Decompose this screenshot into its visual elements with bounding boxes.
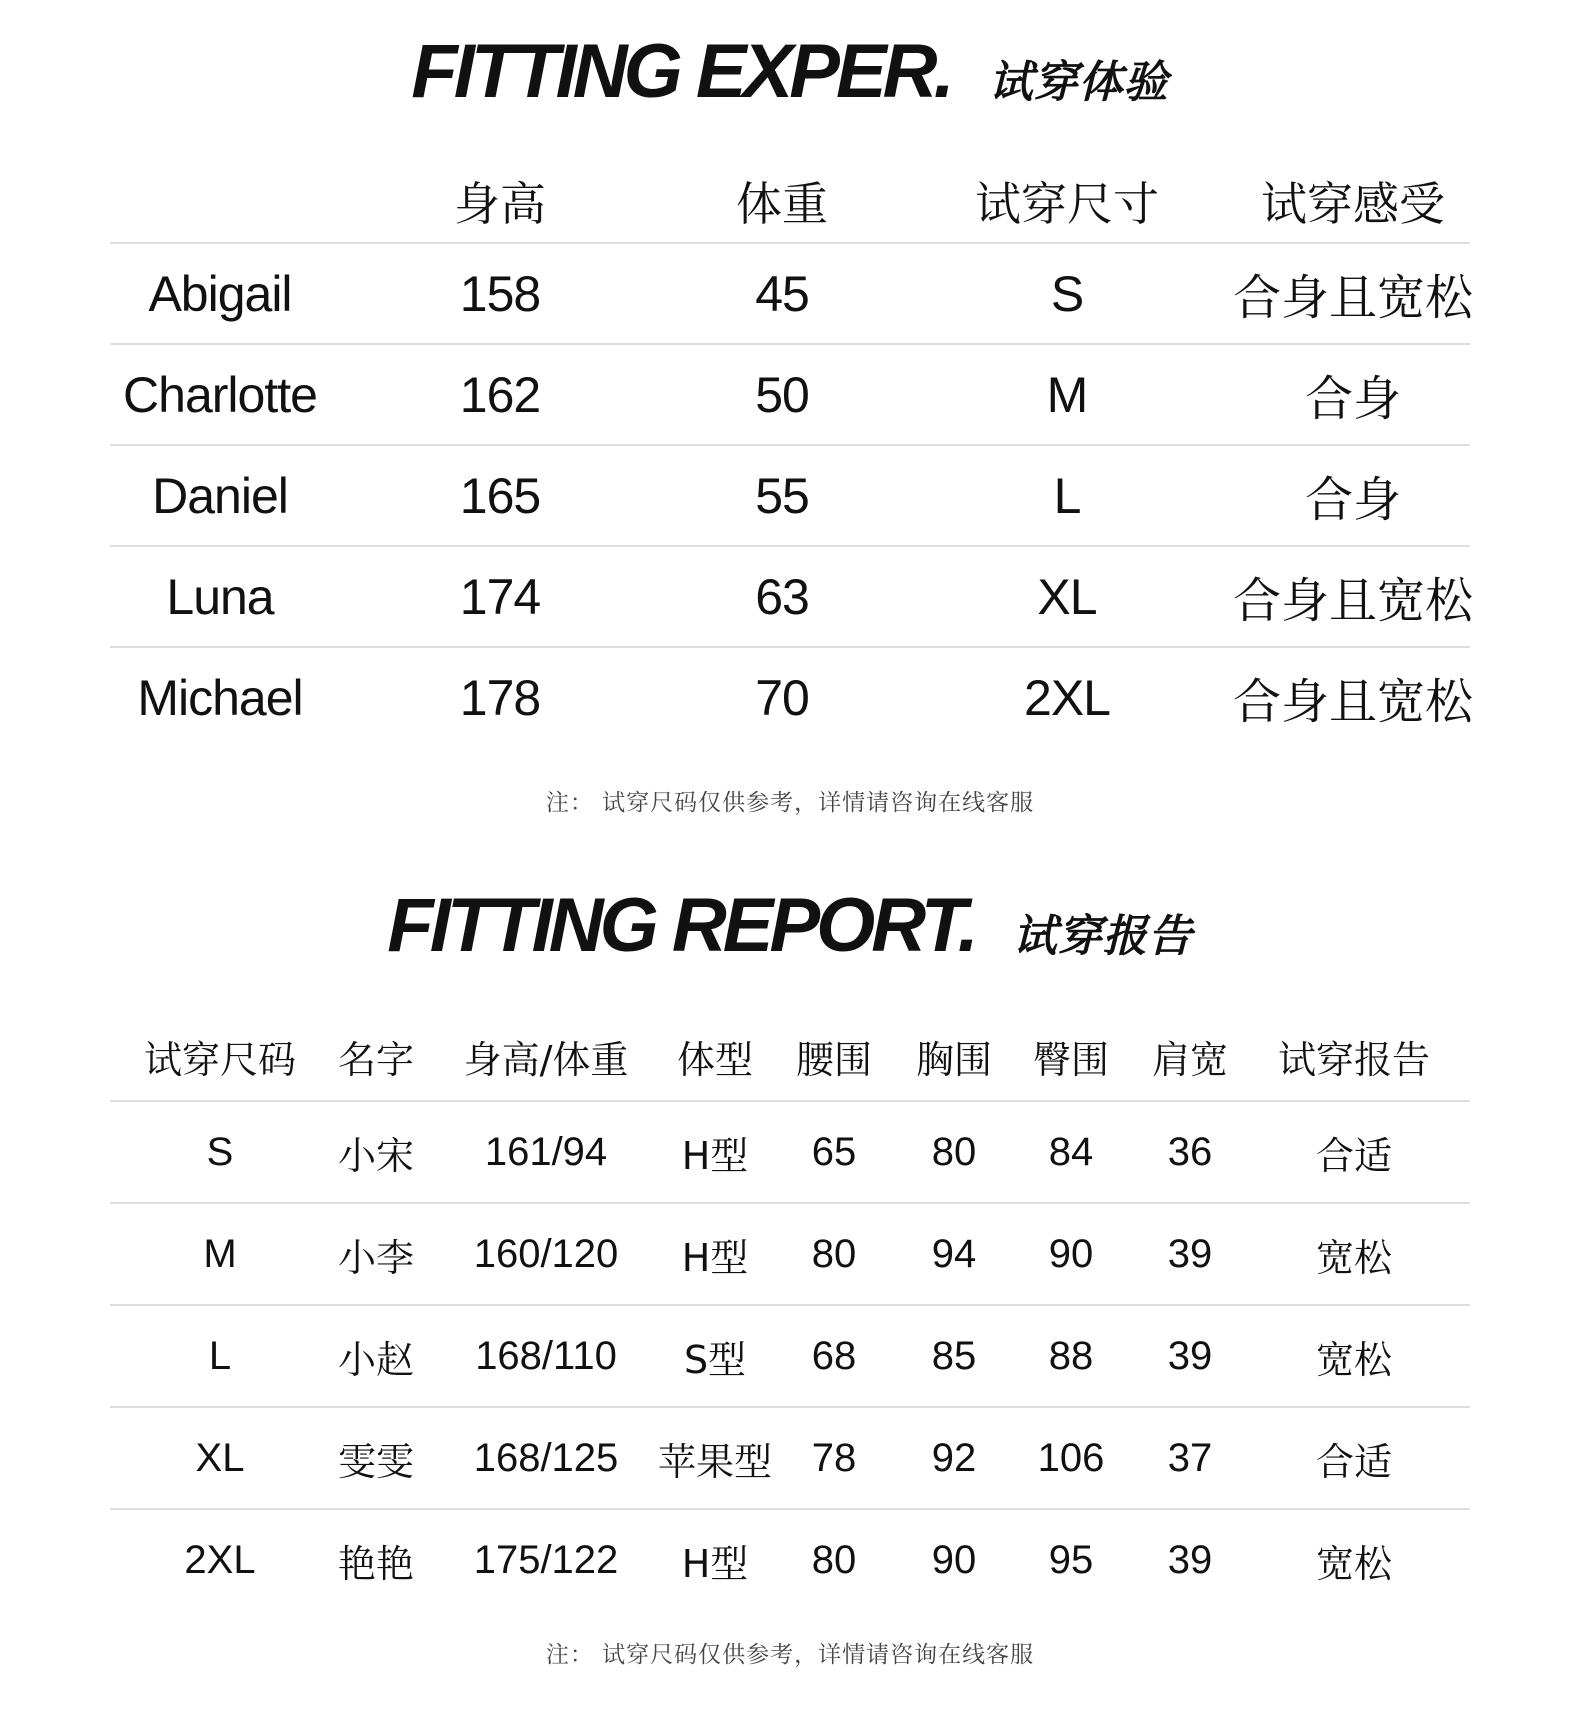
table-cell: 雯雯 <box>337 1439 415 1484</box>
table-cell: 161/94 <box>484 1129 608 1174</box>
table-row <box>110 1202 1470 1304</box>
column-header: 试穿感受 <box>1261 177 1445 231</box>
fitting-experience-table <box>110 160 1474 747</box>
fitting-report-title-cn: 试穿报告 <box>1012 911 1193 962</box>
table-cell: Charlotte <box>123 366 317 423</box>
table-cell: 苹果型 <box>657 1439 773 1484</box>
table-row <box>110 1508 1470 1610</box>
table-cell: 165 <box>459 467 541 524</box>
column-header: 名字 <box>337 1037 415 1082</box>
table-cell: 37 <box>1167 1435 1213 1480</box>
table-cell: 85 <box>931 1333 977 1378</box>
column-header: 试穿尺码 <box>143 1037 297 1082</box>
table-cell: 63 <box>755 568 809 625</box>
table-cell: 84 <box>1048 1129 1094 1174</box>
table-cell: 80 <box>931 1129 977 1174</box>
table-cell: 162 <box>459 366 541 423</box>
table-cell: 宽松 <box>1315 1541 1393 1586</box>
table-row <box>110 242 1474 343</box>
column-header: 体重 <box>736 177 828 231</box>
column-header: 肩宽 <box>1151 1037 1229 1082</box>
table-cell: 艳艳 <box>337 1541 415 1586</box>
table-cell: 65 <box>811 1129 857 1174</box>
table-cell: Luna <box>166 568 274 625</box>
table-row <box>110 1406 1470 1508</box>
table-cell: M <box>203 1231 237 1276</box>
table-cell: 68 <box>811 1333 857 1378</box>
table-cell: 175/122 <box>473 1537 619 1582</box>
table-cell: XL <box>1037 568 1097 625</box>
table-cell: 宽松 <box>1315 1235 1393 1280</box>
table-cell: Abigail <box>148 265 292 322</box>
table-cell: 55 <box>755 467 809 524</box>
column-header: 身高 <box>454 177 546 231</box>
table-cell: M <box>1046 366 1088 423</box>
table-cell: 70 <box>755 669 809 726</box>
fitting-experience-title-en: FITTING EXPER. <box>411 29 951 114</box>
table-cell: 50 <box>755 366 809 423</box>
column-header: 胸围 <box>915 1037 993 1082</box>
fitting-report-title <box>0 882 1580 969</box>
table-cell: 160/120 <box>473 1231 619 1276</box>
table-cell: 45 <box>755 265 809 322</box>
table-row <box>110 1304 1470 1406</box>
column-header: 腰围 <box>795 1037 873 1082</box>
table-cell: S <box>1050 265 1084 322</box>
fitting-experience-header-row <box>110 160 1470 242</box>
table-cell: 39 <box>1167 1231 1213 1276</box>
fitting-experience-note: 注： 试穿尺码仅供参考，详情请咨询在线客服 <box>545 790 1035 816</box>
table-cell: 168/110 <box>475 1333 617 1378</box>
table-cell: H型 <box>681 1541 749 1586</box>
table-cell: 80 <box>811 1537 857 1582</box>
table-cell: 80 <box>811 1231 857 1276</box>
table-cell: 合身且宽松 <box>1232 573 1474 629</box>
table-cell: 合身 <box>1304 371 1402 427</box>
fitting-report-table <box>110 1012 1470 1610</box>
table-cell: 39 <box>1167 1333 1213 1378</box>
table-cell: 36 <box>1167 1129 1213 1174</box>
column-header: 身高/体重 <box>463 1037 629 1082</box>
column-header: 臀围 <box>1032 1037 1110 1082</box>
table-cell: 106 <box>1037 1435 1105 1480</box>
fitting-report-title-en: FITTING REPORT. <box>387 883 975 968</box>
table-row <box>110 1100 1470 1202</box>
column-header: 试穿报告 <box>1277 1037 1431 1082</box>
table-cell: 小李 <box>337 1235 415 1280</box>
table-cell: 合身且宽松 <box>1232 270 1474 326</box>
table-cell: XL <box>195 1435 245 1480</box>
fitting-experience-title <box>0 28 1580 115</box>
table-cell: L <box>1053 467 1081 524</box>
table-row <box>110 444 1470 545</box>
table-cell: H型 <box>681 1235 749 1280</box>
table-cell: 95 <box>1048 1537 1094 1582</box>
table-cell: S <box>206 1129 234 1174</box>
table-cell: Michael <box>137 669 303 726</box>
table-cell: 小赵 <box>337 1337 415 1382</box>
table-cell: 178 <box>459 669 541 726</box>
table-cell: 39 <box>1167 1537 1213 1582</box>
fitting-experience-title-cn: 试穿体验 <box>988 57 1169 108</box>
table-cell: 2XL <box>184 1537 256 1582</box>
table-cell: H型 <box>681 1133 749 1178</box>
table-row <box>110 646 1474 747</box>
table-cell: 158 <box>459 265 541 322</box>
column-header: 试穿尺寸 <box>975 177 1159 231</box>
table-cell: 168/125 <box>473 1435 619 1480</box>
table-cell: 88 <box>1048 1333 1094 1378</box>
table-cell: 合适 <box>1315 1133 1393 1178</box>
table-cell: 90 <box>931 1537 977 1582</box>
table-cell: 合适 <box>1315 1439 1393 1484</box>
table-cell: 92 <box>931 1435 977 1480</box>
table-cell: Daniel <box>152 467 288 524</box>
table-cell: 94 <box>931 1231 977 1276</box>
table-row <box>110 343 1470 444</box>
table-cell: 小宋 <box>337 1133 415 1178</box>
table-cell: 合身且宽松 <box>1232 674 1474 730</box>
table-cell: S型 <box>683 1337 747 1382</box>
table-cell: 174 <box>459 568 541 625</box>
table-row <box>110 545 1474 646</box>
table-cell: 宽松 <box>1315 1337 1393 1382</box>
fitting-report-note: 注： 试穿尺码仅供参考，详情请咨询在线客服 <box>545 1642 1035 1668</box>
table-cell: 合身 <box>1304 472 1402 528</box>
table-cell: 2XL <box>1024 669 1110 726</box>
fitting-report-header-row <box>110 1012 1470 1100</box>
table-cell: L <box>208 1333 232 1378</box>
table-cell: 78 <box>811 1435 857 1480</box>
table-cell: 90 <box>1048 1231 1094 1276</box>
column-header: 体型 <box>676 1037 754 1082</box>
